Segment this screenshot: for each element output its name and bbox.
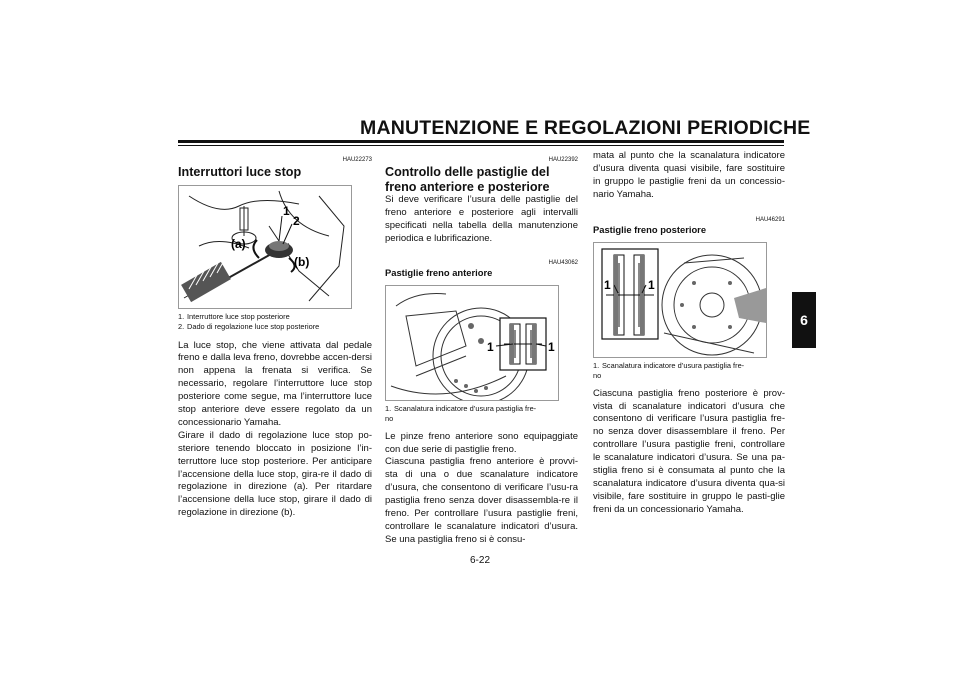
figure-caption: 2. Dado di regolazione luce stop posteriore (178, 321, 320, 331)
reference-code: HAU46291 (755, 216, 785, 223)
subsection-title-front-pads: Pastiglie freno anteriore (385, 266, 493, 278)
header-rule-thin (178, 145, 784, 146)
figure-caption: 1. Interruttore luce stop posteriore (178, 311, 290, 321)
figure-brake-light-switch (178, 185, 352, 309)
reference-code: HAU22273 (342, 157, 372, 163)
column-left (178, 150, 372, 520)
label-1-right: 1 (648, 277, 655, 292)
column-right (593, 150, 785, 517)
paragraph: Ciascuna pastiglia freno posteriore è prov-vista di scanalature indicatori d’usura che consentono di verificare l’usura pastiglia fre-no senza dover disassemblare il freno. Per controllare l’usura pastiglie freni, controllare le scanalature indicatori d’usura. Se una pa-stiglia freno si è consumata al punto che la scanalatura indicatore d’usura diventa qua-si visibile, fare sostituire in gruppo le pasti-glie freni da un concessionario Yamaha. (593, 387, 785, 515)
paragraph: Ciascuna pastiglia freno anteriore è provvi-sta di una o due scanalature indicatore d’usura, che consentono di verificare l’usu-ra pastiglia freno senza dover disassembla-re il freno. Per controllare l’usura pastiglie freni, controllare le scanalature indicatori d’usura. Se una pastiglia freno si è consu- (385, 456, 578, 545)
label-1-left: 1 (487, 339, 494, 354)
reference-code: HAU22392 (548, 157, 578, 163)
figure-caption: 1. Scanalatura indicatore d’usura pastiglia fre- no (593, 360, 745, 380)
brake-light-switch-illustration (179, 186, 351, 308)
section-title-brake-pads: Controllo delle pastiglie del freno anteriore e posteriore (385, 165, 550, 194)
header-rule (178, 140, 784, 143)
column-middle (385, 150, 578, 547)
paragraph: La luce stop, che viene attivata dal pedale freno e dalla leva freno, dovrebbe accen-dersi non appena la frenata si verifica. Se necessario, regolare l’interruttore luce stop posteriore come segue, ma l’interruttore luce stop anteriore deve essere regolato da un concessionario Yamaha. (178, 339, 372, 428)
paragraph: Le pinze freno anteriore sono equipaggiate con due serie di pastiglie freno. (385, 430, 578, 455)
label-1-left: 1 (604, 277, 611, 292)
label-1: 1 (283, 203, 290, 218)
paragraph: mata al punto che la scanalatura indicatore d’usura diventa quasi visibile, fare sostituire in gruppo le pastiglie freni da un concessio-nario Yamaha. (593, 150, 785, 200)
front-brake-illustration (386, 286, 558, 400)
figure-front-brake-pads (385, 285, 559, 401)
label-1-right: 1 (548, 339, 555, 354)
section-title-brake-light-switches: Interruttori luce stop (178, 165, 302, 179)
figure-caption: 1. Scanalatura indicatore d’usura pastiglia fre- no (385, 403, 537, 423)
label-2: 2 (293, 213, 300, 228)
reference-code: HAU43062 (548, 259, 578, 266)
page-title: MANUTENZIONE E REGOLAZIONI PERIODICHE (360, 117, 811, 139)
label-a: (a) (231, 236, 246, 251)
label-b: (b) (294, 254, 310, 269)
paragraph: Girare il dado di regolazione luce stop po-steriore tenendo bloccato in posizione l’in-terruttore luce stop posteriore. Per anticipare l’accensione della luce stop, gira-re il dado di regolazione in direzione (a). Per ritardare l’accensione della luce stop, girare il dado di regolazione in direzione (b). (178, 429, 372, 519)
page-number: 6-22 (469, 555, 490, 566)
rear-brake-illustration (594, 243, 766, 357)
figure-rear-brake-pads (593, 242, 767, 358)
chapter-tab: 6 (792, 292, 816, 348)
subsection-title-rear-pads: Pastiglie freno posteriore (593, 223, 707, 235)
paragraph: Si deve verificare l’usura delle pastiglie del freno anteriore e posteriore agli intervalli specificati nella tabella della manutenzione periodica e lubrificazione. (385, 194, 578, 244)
